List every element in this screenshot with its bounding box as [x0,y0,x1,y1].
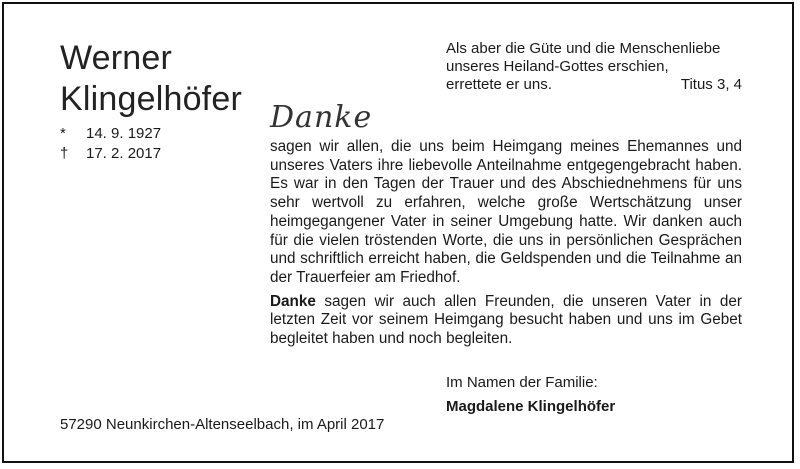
death-symbol: † [60,145,69,162]
bible-verse [446,40,742,94]
death-date: 17. 2. 2017 [86,145,162,162]
deceased-name [60,38,242,120]
danke-heading: Danke [270,100,373,135]
paragraph-2 [270,293,742,349]
signature-block [446,371,615,419]
birth-row [60,124,161,144]
verse-line-1: Als aber die Güte und die Menschenliebe [446,40,721,57]
verse-line-3-row [446,76,742,94]
paragraph-2-text: sagen wir auch allen Freunden, die unseren Vater in der letzten Zeit vor seinem Heimgang besucht haben und uns im Gebet begleitet haben und noch begleiten. [270,292,742,348]
life-dates [60,124,161,164]
signature-intro: Im Namen der Familie: [446,374,598,391]
paragraph-2-bold: Danke [270,292,316,310]
birth-date: 14. 9. 1927 [86,125,162,142]
deceased-last-name: Klingelhöfer [60,80,242,118]
verse-reference: Titus 3, 4 [680,76,742,93]
verse-line-2: unseres Heiland-Gottes erschien, [446,58,669,75]
place-and-date: 57290 Neunkirchen-Altenseelbach, im April 2017 [60,416,385,433]
death-row [60,144,161,164]
thank-you-text [270,138,742,349]
birth-symbol: * [60,125,66,142]
signer-name: Magdalene Klingelhöfer [446,398,616,415]
paragraph-1: sagen wir allen, die uns beim Heimgang meines Ehemannes und unseres Vaters ihre liebevolle Anteilnahme entgegengebracht haben. Es war in den Tagen der Trauer und des Abschiednehmens für uns sehr wertvoll zu erfahren, welche große Wertschätzung unser heimgegangener Vater in seiner Umgebung hatte. Wir danken auch für die vielen tröstenden Worte, die uns in persönlichen Gesprächen und schriftlich erreicht haben, die Geldspenden und die Teilnahme an der Trauerfeier am Friedhof. [270,138,742,286]
deceased-first-name: Werner [60,39,173,77]
verse-line-3: errettete er uns. [446,76,552,93]
